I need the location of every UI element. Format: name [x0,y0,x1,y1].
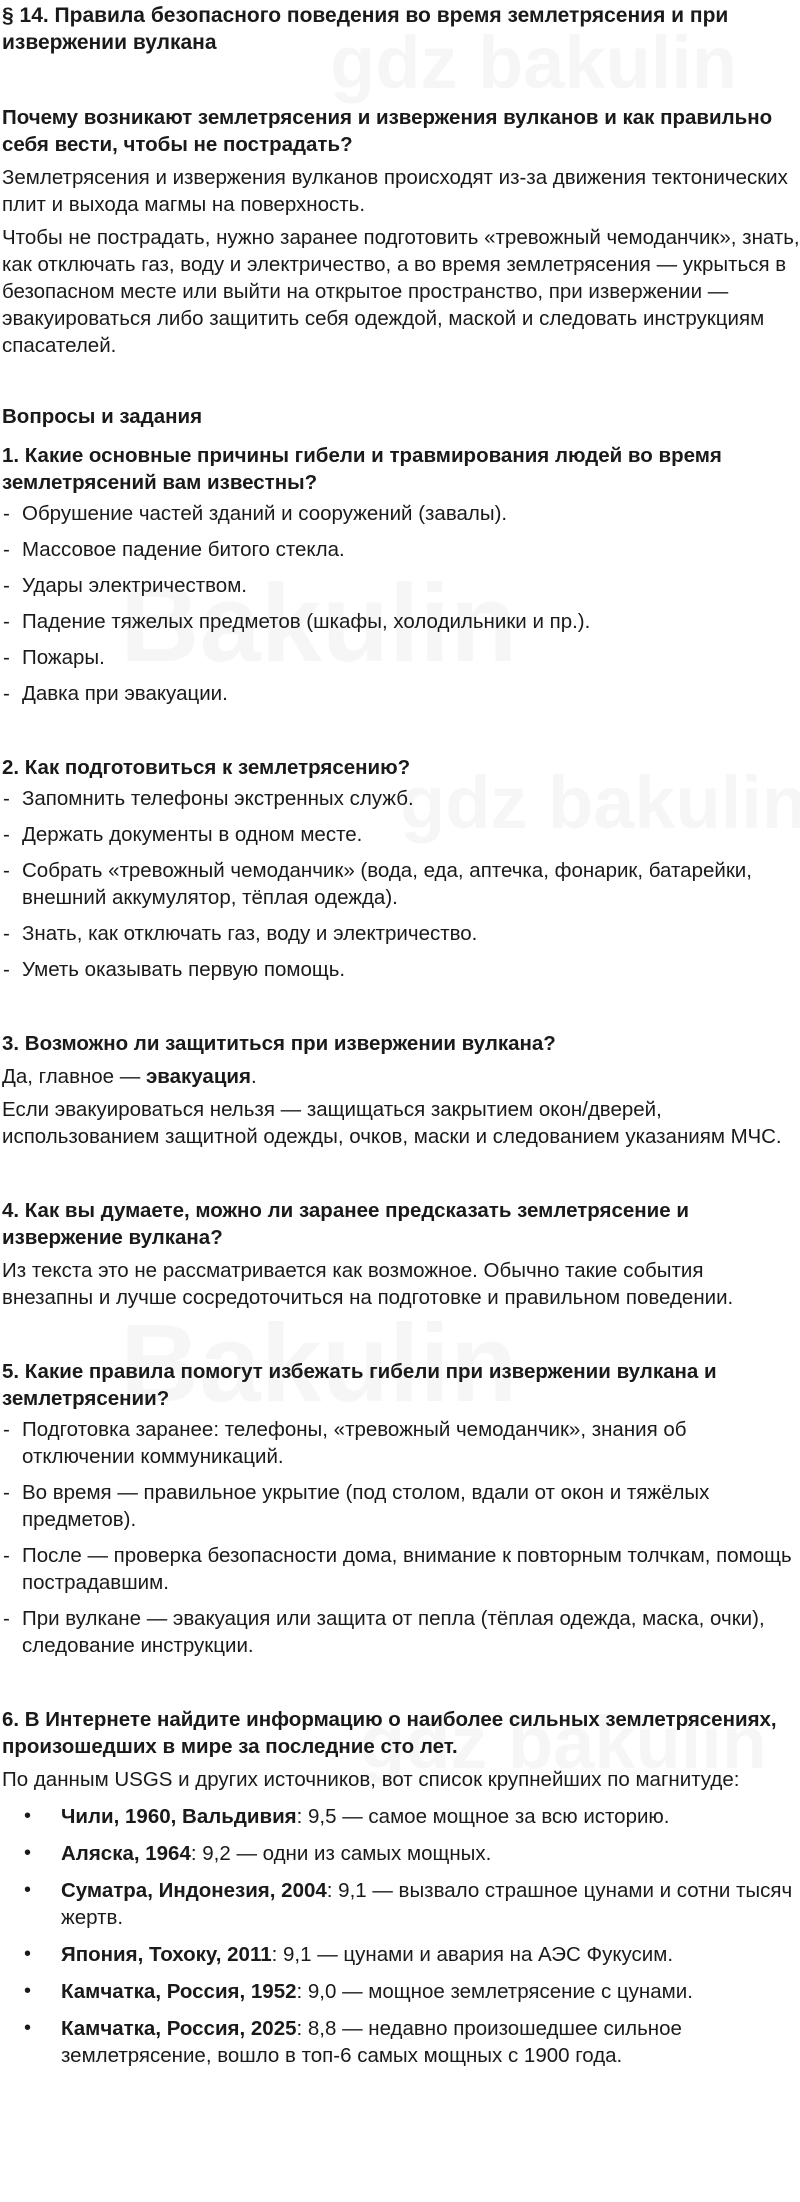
dash-marker: - [3,682,10,705]
question-6-title: 6. В Интернете найдите информацию о наиболее сильных землетрясениях, произошедших в мире за последние сто лет. [2,1708,777,1758]
dash-marker: - [3,823,10,846]
dash-marker: - [3,958,10,981]
list-item: - При вулкане — эвакуация или защита от пепла (тёплая одежда, маска, очки), следование инструкции. [3,1607,765,1657]
list-item: • Суматра, Индонезия, 2004: 9,1 — вызвало страшное цунами и сотни тысяч жертв. [24,1879,793,1929]
question-2-list [2,785,800,983]
list-item: • Чили, 1960, Вальдивия: 9,5 — самое мощное за всю историю. [24,1805,670,1828]
bullet-marker: • [24,1980,32,2002]
dash-marker: - [3,502,10,525]
list-item: - Обрушение частей зданий и сооружений (завалы). [3,502,508,525]
section-title: Вопросы и задания [2,405,203,428]
question-5-title: 5. Какие правила помогут избежать гибели при извержении вулкана и землетрясении? [2,1360,717,1410]
dash-marker: - [3,574,10,597]
bullet-marker: • [24,1943,32,1965]
list-item: • Япония, Тохоку, 2011: 9,1 — цунами и авария на АЭС Фукусим. [24,1943,674,1966]
earthquake-list [2,1803,800,2069]
question-1-title: 1. Какие основные причины гибели и травмирования людей во время землетрясений вам известны? [2,444,722,494]
list-item: - Запомнить телефоны экстренных служб. [3,787,414,810]
intro-paragraph-1: Землетрясения и извержения вулканов происходят из-за движения тектонических плит и выхода магмы на поверхность. [2,166,788,216]
question-6-intro: По данным USGS и других источников, вот список крупнейших по магнитуде: [2,1768,740,1791]
dash-marker: - [3,1544,10,1567]
list-item: - Во время — правильное укрытие (под столом, вдали от окон и тяжёлых предметов). [3,1481,710,1531]
list-item: - Пожары. [3,646,105,669]
bullet-marker: • [24,1842,32,1864]
dash-marker: - [3,1607,10,1630]
list-item: - Уметь оказывать первую помощь. [3,958,346,981]
bullet-marker: • [24,1805,32,1827]
list-item: • Аляска, 1964: 9,2 — одни из самых мощных. [24,1842,492,1865]
dash-marker: - [3,922,10,945]
question-3-answer: Да, главное — эвакуация. [2,1065,257,1088]
list-item: - Собрать «тревожный чемоданчик» (вода, еда, аптечка, фонарик, батарейки, внешний аккумулятор, тёплая одежда). [3,859,752,909]
bullet-marker: • [24,1879,32,1901]
intro-paragraph-2: Чтобы не пострадать, нужно заранее подготовить «тревожный чемоданчик», знать, как отключать газ, воду и электричество, а во время землетрясения — укрыться в безопасном месте или выйти на открытое пространство, при извержении — эвакуироваться либо защитить себя одеждой, маской и следовать инструкциям спасателей. [2,226,800,357]
list-item: - После — проверка безопасности дома, внимание к повторным толчкам, помощь пострадавшим. [3,1544,792,1594]
dash-marker: - [3,610,10,633]
dash-marker: - [3,859,10,882]
bullet-marker: • [24,2017,32,2039]
list-item: - Падение тяжелых предметов (шкафы, холодильники и пр.). [3,610,591,633]
list-item: - Удары электричеством. [3,574,247,597]
page-title: § 14. Правила безопасного поведения во время землетрясения и при извержении вулкана [2,4,729,54]
list-item: - Массовое падение битого стекла. [3,538,345,561]
list-item: - Держать документы в одном месте. [3,823,363,846]
question-3-paragraph-2: Если эвакуироваться нельзя — защищаться закрытием окон/дверей, использованием защитной одежды, очков, маски и следованием указаниям МЧС. [2,1098,782,1148]
question-5-list [2,1416,800,1659]
question-2-title: 2. Как подготовиться к землетрясению? [2,756,411,779]
dash-marker: - [3,538,10,561]
list-item: • Камчатка, Россия, 2025: 8,8 — недавно произошедшее сильное землетрясение, вошло в топ-6 самых мощных с 1900 года. [24,2017,682,2067]
dash-marker: - [3,646,10,669]
question-4-answer: Из текста это не рассматривается как возможное. Обычно такие события внезапны и лучше сосредоточиться на подготовке и правильном поведении. [2,1259,734,1309]
list-item: - Давка при эвакуации. [3,682,228,705]
answer-highlight: эвакуация [145,1065,251,1088]
dash-marker: - [3,1481,10,1504]
question-3-title: 3. Возможно ли защититься при извержении вулкана? [2,1032,556,1055]
list-item: - Знать, как отключать газ, воду и электричество. [3,922,478,945]
question-4-title: 4. Как вы думаете, можно ли заранее предсказать землетрясение и извержение вулкана? [2,1199,689,1249]
list-item: • Камчатка, Россия, 1952: 9,0 — мощное землетрясение с цунами. [24,1980,693,2003]
dash-marker: - [3,1418,10,1441]
dash-marker: - [3,787,10,810]
list-item: - Подготовка заранее: телефоны, «тревожный чемоданчик», знания об отключении коммуникаций. [3,1418,687,1468]
question-1-list [2,500,800,707]
intro-question: Почему возникают землетрясения и извержения вулканов и как правильно себя вести, чтобы не пострадать? [2,106,773,156]
